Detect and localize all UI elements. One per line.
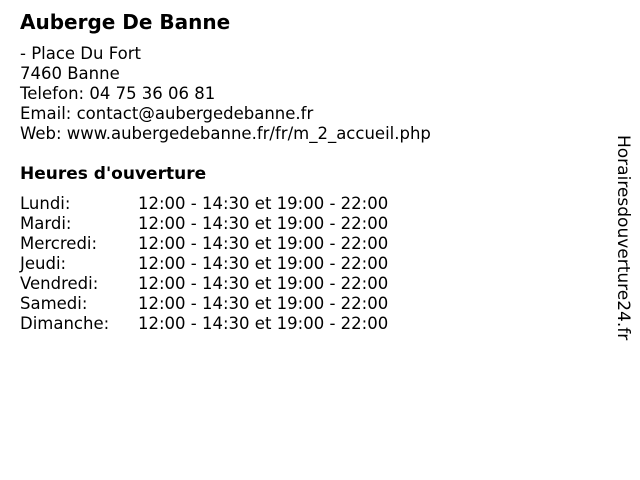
hours-row-thursday <box>20 254 388 274</box>
time-range: 12:00 - 14:30 et 19:00 - 22:00 <box>138 274 389 293</box>
time-range: 12:00 - 14:30 et 19:00 - 22:00 <box>138 254 389 273</box>
hours-row-monday <box>20 194 388 214</box>
time-range: 12:00 - 14:30 et 19:00 - 22:00 <box>138 234 389 253</box>
time-range: 12:00 - 14:30 et 19:00 - 22:00 <box>138 214 389 233</box>
phone-number: Telefon: 04 75 36 06 81 <box>20 84 216 103</box>
address-block <box>20 44 431 144</box>
opening-hours-heading: Heures d'ouverture <box>20 164 207 184</box>
opening-hours-table <box>20 194 388 334</box>
day-label: Dimanche: <box>20 314 110 333</box>
time-range: 12:00 - 14:30 et 19:00 - 22:00 <box>138 294 389 313</box>
hours-row-tuesday <box>20 214 388 234</box>
time-range: 12:00 - 14:30 et 19:00 - 22:00 <box>138 194 389 213</box>
site-watermark: Horairesdouverture24.fr <box>613 135 633 341</box>
street-address: - Place Du Fort <box>20 44 141 63</box>
time-range: 12:00 - 14:30 et 19:00 - 22:00 <box>138 314 389 333</box>
hours-row-sunday <box>20 314 388 334</box>
hours-row-friday <box>20 274 388 294</box>
hours-row-wednesday <box>20 234 388 254</box>
website-url: Web: www.aubergedebanne.fr/fr/m_2_accueil.php <box>20 124 431 143</box>
business-name: Auberge De Banne <box>20 10 231 34</box>
day-label: Mercredi: <box>20 234 98 253</box>
day-label: Lundi: <box>20 194 71 213</box>
day-label: Mardi: <box>20 214 72 233</box>
email-address: Email: contact@aubergedebanne.fr <box>20 104 314 123</box>
city-postcode: 7460 Banne <box>20 64 120 83</box>
day-label: Samedi: <box>20 294 88 313</box>
day-label: Jeudi: <box>20 254 67 273</box>
hours-row-saturday <box>20 294 388 314</box>
day-label: Vendredi: <box>20 274 99 293</box>
